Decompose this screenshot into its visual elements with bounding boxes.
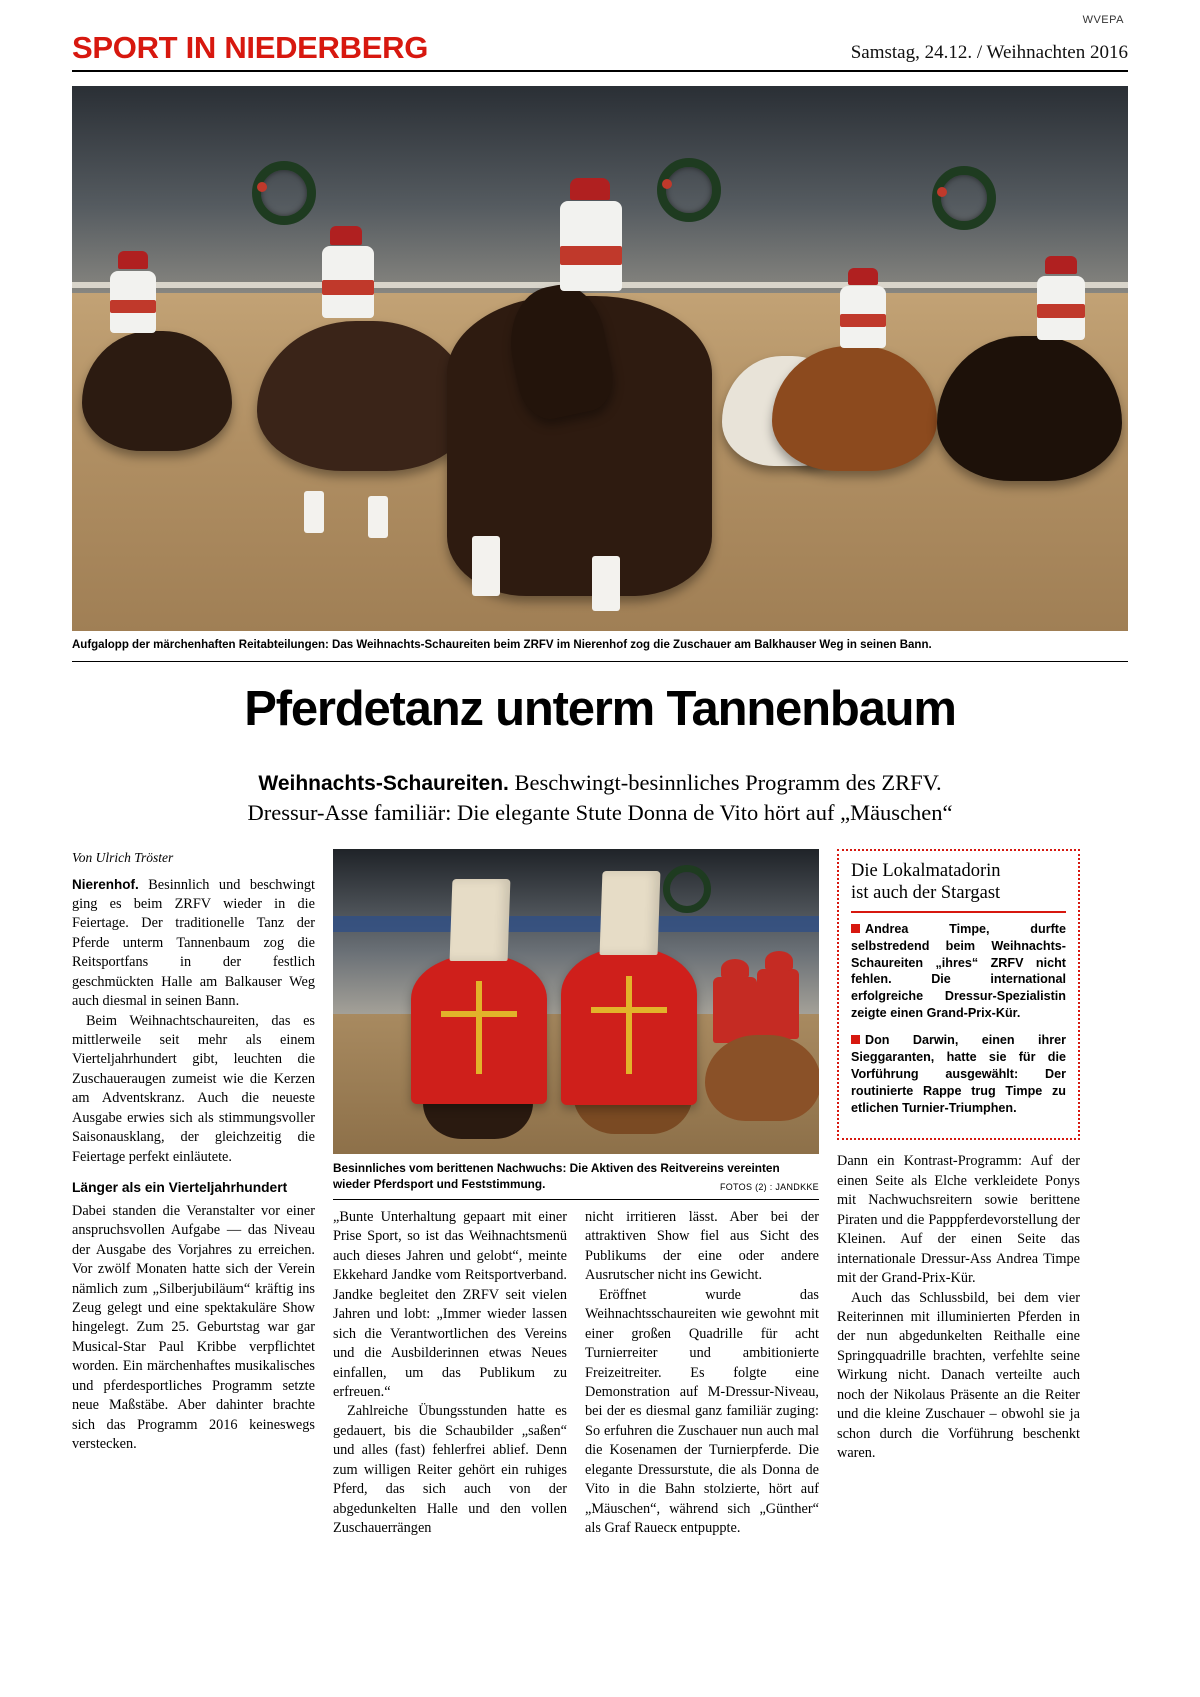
article-column-2 [333,1208,567,1538]
horse [705,1035,819,1121]
santa-rider [757,969,799,1039]
paragraph: Auch das Schlussbild, bei dem vier Reiterinnen mit illuminierten Pferden in der nun abgedunkelten Reithalle eine Springquadrille brachten, verfehlte seine Wirkung nicht. Danach verteilte auch noch der Nikolaus Präsente an die Reiter und die kleine Zuschauer – obwohl sie ja schon durch die Vorführung beschenkt waren. [837,1289,1080,1462]
hero-caption: Aufgalopp der märchenhaften Reitabteilungen: Das Weihnachts-Schaureiten beim ZRFV im Nierenhof zog die Zuschauer am Balkhauser Weg in seinen Bann. [72,631,1128,662]
arena-banner [333,916,819,932]
square-bullet-icon [851,1035,860,1044]
horse-leg-wrap [368,496,388,538]
square-bullet-icon [851,924,860,933]
costume-mitre-hat [600,871,661,955]
paragraph: nicht irritieren lässt. Aber bei der attraktiven Show fiel aus Sicht des Publikums der eine oder andere Ausrutscher nicht ins Gewicht. [585,1209,819,1284]
article-middle-block [333,849,819,1538]
horse [82,331,232,451]
article-column-3 [585,1208,819,1538]
costumed-rider-cloak [561,947,697,1105]
santa-hat [721,959,749,979]
issue-date: Samstag, 24.12. / Weihnachten 2016 [850,42,1128,63]
secondary-photo-caption [333,1154,819,1193]
costumed-rider-cloak [411,954,547,1104]
subheadline-lead: Weihnachts-Schaureiten. [258,771,509,795]
santa-rider [713,977,757,1043]
paragraph-text: Besinnlich und beschwingt ging es beim ZRFV wieder in die Feiertage. Der traditionelle Tanz der Pferde unterm Tannenbaum zog die Reitsportfans in der festlich geschmückten Halle am Balkauser Weg auch diesmal in seinen Bann. [72,876,315,1010]
section-subheading: Länger als ein Vierteljahrhundert [72,1180,288,1196]
santa-hat [765,951,793,971]
section-title: SPORT IN NIEDERBERG [72,30,429,65]
paragraph: Dabei standen die Veranstalter vor einer anspruchsvollen Aufgabe — das Niveau der Ausgabe des Vorjahres zu erreichen. Vor zwölf Monaten hatte sich der Verein nämlich zum „Silberjubiläum“ kräftig ins Zeug gelegt und eine spektakuläre Show hingelegt. Zum 25. Geburtstag war gar Musical-Star Paul Kribbe verpflichtet worden. Ein märchenhaftes musikalisches und pferdesportliches Programm setzte neue Maßstäbe. Aber dahinter brachte sich das Programm 2016 keineswegs verstecken. [72,1202,315,1453]
photo-credit: FOTOS (2) : JANDKKE [719,1181,819,1192]
rider-hat [570,178,610,200]
rider-sash [840,314,886,327]
paragraph: Eröffnet wurde das Weihnachtsschaureiten wie gewohnt mit einer großen Quadrille für acht Turnierreiter und ambitionierte Freizeitreiter. Es folgte eine Demonstration auf M-Dressur-Niveau, bei der es diesmal ganz familiär zuging: So erfuhren die Zuschauer nun auch mal die Kosenamen der Turnierpferde. Die elegante Dressurstute, die als Donna de Vito in die Bahn stolzierte, hört auf „Mäuschen“, während sich „Günther“ als Graf Rauecк entpuppte. [585,1286,819,1537]
horse [937,336,1122,481]
page-headline: Pferdetanz unterm Tannenbaum [244,681,956,736]
article-column-4 [837,849,1080,1538]
publisher-mark: WVEPA [1082,14,1124,26]
wreath-decoration-icon [663,865,711,913]
wreath-decoration-icon [252,161,316,225]
infobox-title-line2: ist auch der Stargast [851,883,1001,904]
byline: Von Ulrich Tröster [72,850,174,866]
hero-photo [72,86,1128,631]
dateline: Nierenhof. [72,876,139,892]
paragraph: Zahlreiche Übungsstunden hatte es gedauert, bis die Schaubilder „saßen“ und alles (fast) fehlerfrei ablief. Denn zum willigen Reiter gehört ein ruhiges Pferd, das sich auch von der abgedunkelten Halle und den vollen Zuschauerrängen [333,1403,567,1537]
masthead [72,0,1128,72]
subheadline [132,768,1068,827]
horse-chestnut [772,346,937,471]
article-column-4-text [837,1152,1080,1463]
subheadline-line1: Beschwingt-besinnliches Programm des ZRFV. [508,769,942,795]
wreath-decoration-icon [932,166,996,230]
article-middle-columns [333,1208,819,1538]
paragraph: „Bunte Unterhaltung gepaart mit einer Prise Sport, so ist das Weihnachtsmenü auch dieses Jahren und gelobt“, meinte Ekkehard Jandke vom Reitsportverband. Jandke begleitet den ZRFV seit vielen Jahren und lobt: „Immer wieder lassen sich die Verantwortlichen des Vereins und die Ausbilderinnen etwas Neues einfallen, um das Publikum zu erfreuen.“ [333,1209,567,1400]
infobox-title [851,861,1066,913]
rider-sash [110,300,156,313]
infobox-item-name: Don Darwin [865,1033,955,1048]
horse-leg-wrap [472,536,500,596]
rider-hat [848,268,878,285]
infobox-item [851,1032,1066,1116]
paragraph [72,876,315,1012]
rider-hat [1045,256,1077,274]
paragraph: Beim Weihnachtschaureiten, das es mittlerweile seit mehr als einem Vierteljahrhundert gibt, leuchten die Zuschaueraugen zumeist wie die Kerzen am Adventskranz. Auch die neueste Ausgabe erwies sich als stimmungsvoller Saisonausklang, der gleichzeitig die Feiertage perfekt einläutete. [72,1012,315,1165]
rider-hat [118,251,148,269]
article-body [72,849,1128,1538]
article-column-1 [72,849,315,1538]
rider-hat [330,226,362,245]
rider-sash [560,246,622,265]
paragraph: Dann ein Kontrast-Programm: Auf der einen Seite als Elche verkleidete Ponys mit Nachwuchsreitern sowie berittene Piraten und die Papppferdevorstellung der Kleinen. Auf der einen Seite das internationale Dressur-Ass Andrea Timpe mit der Grand-Prix-Kür. [837,1153,1080,1287]
horse-leg-wrap [592,556,620,611]
infobox-item-name: Andrea Timpe [865,921,987,936]
infobox-item-text: , durfte selbstredend beim Weihnachts-Schaureiten „ihres“ ZRFV nicht fehlen. Die international erfolgreiche Dressur-Spezialistin zeigte einen Grand-Prix-Kür. [851,921,1066,1021]
horse-leg-wrap [304,491,324,533]
costume-mitre-hat [450,879,511,961]
wreath-decoration-icon [657,158,721,222]
sidebar-infobox [837,849,1080,1140]
rider-sash [322,280,374,295]
secondary-photo [333,849,819,1154]
infobox-item [851,921,1066,1022]
rider-sash [1037,304,1085,318]
caption-text: Besinnliches vom berittenen Nachwuchs: Die Aktiven des Reitvereins vereinten wieder Pferdsport und Feststimmung. [333,1161,780,1192]
subheadline-line2: Dressur-Asse familiär: Die elegante Stute Donna de Vito hört auf „Mäuschen“ [247,799,953,825]
divider [333,1199,819,1200]
infobox-title-line1: Die Lokalmatadorin [851,861,1001,882]
infobox-item-text: , einen ihrer Sieggaranten, hatte sie für die Vorführung ausgewählt: Der routinierte Rappe trug Timpe zu etlichen Turnier-Triumphen. [851,1033,1067,1115]
